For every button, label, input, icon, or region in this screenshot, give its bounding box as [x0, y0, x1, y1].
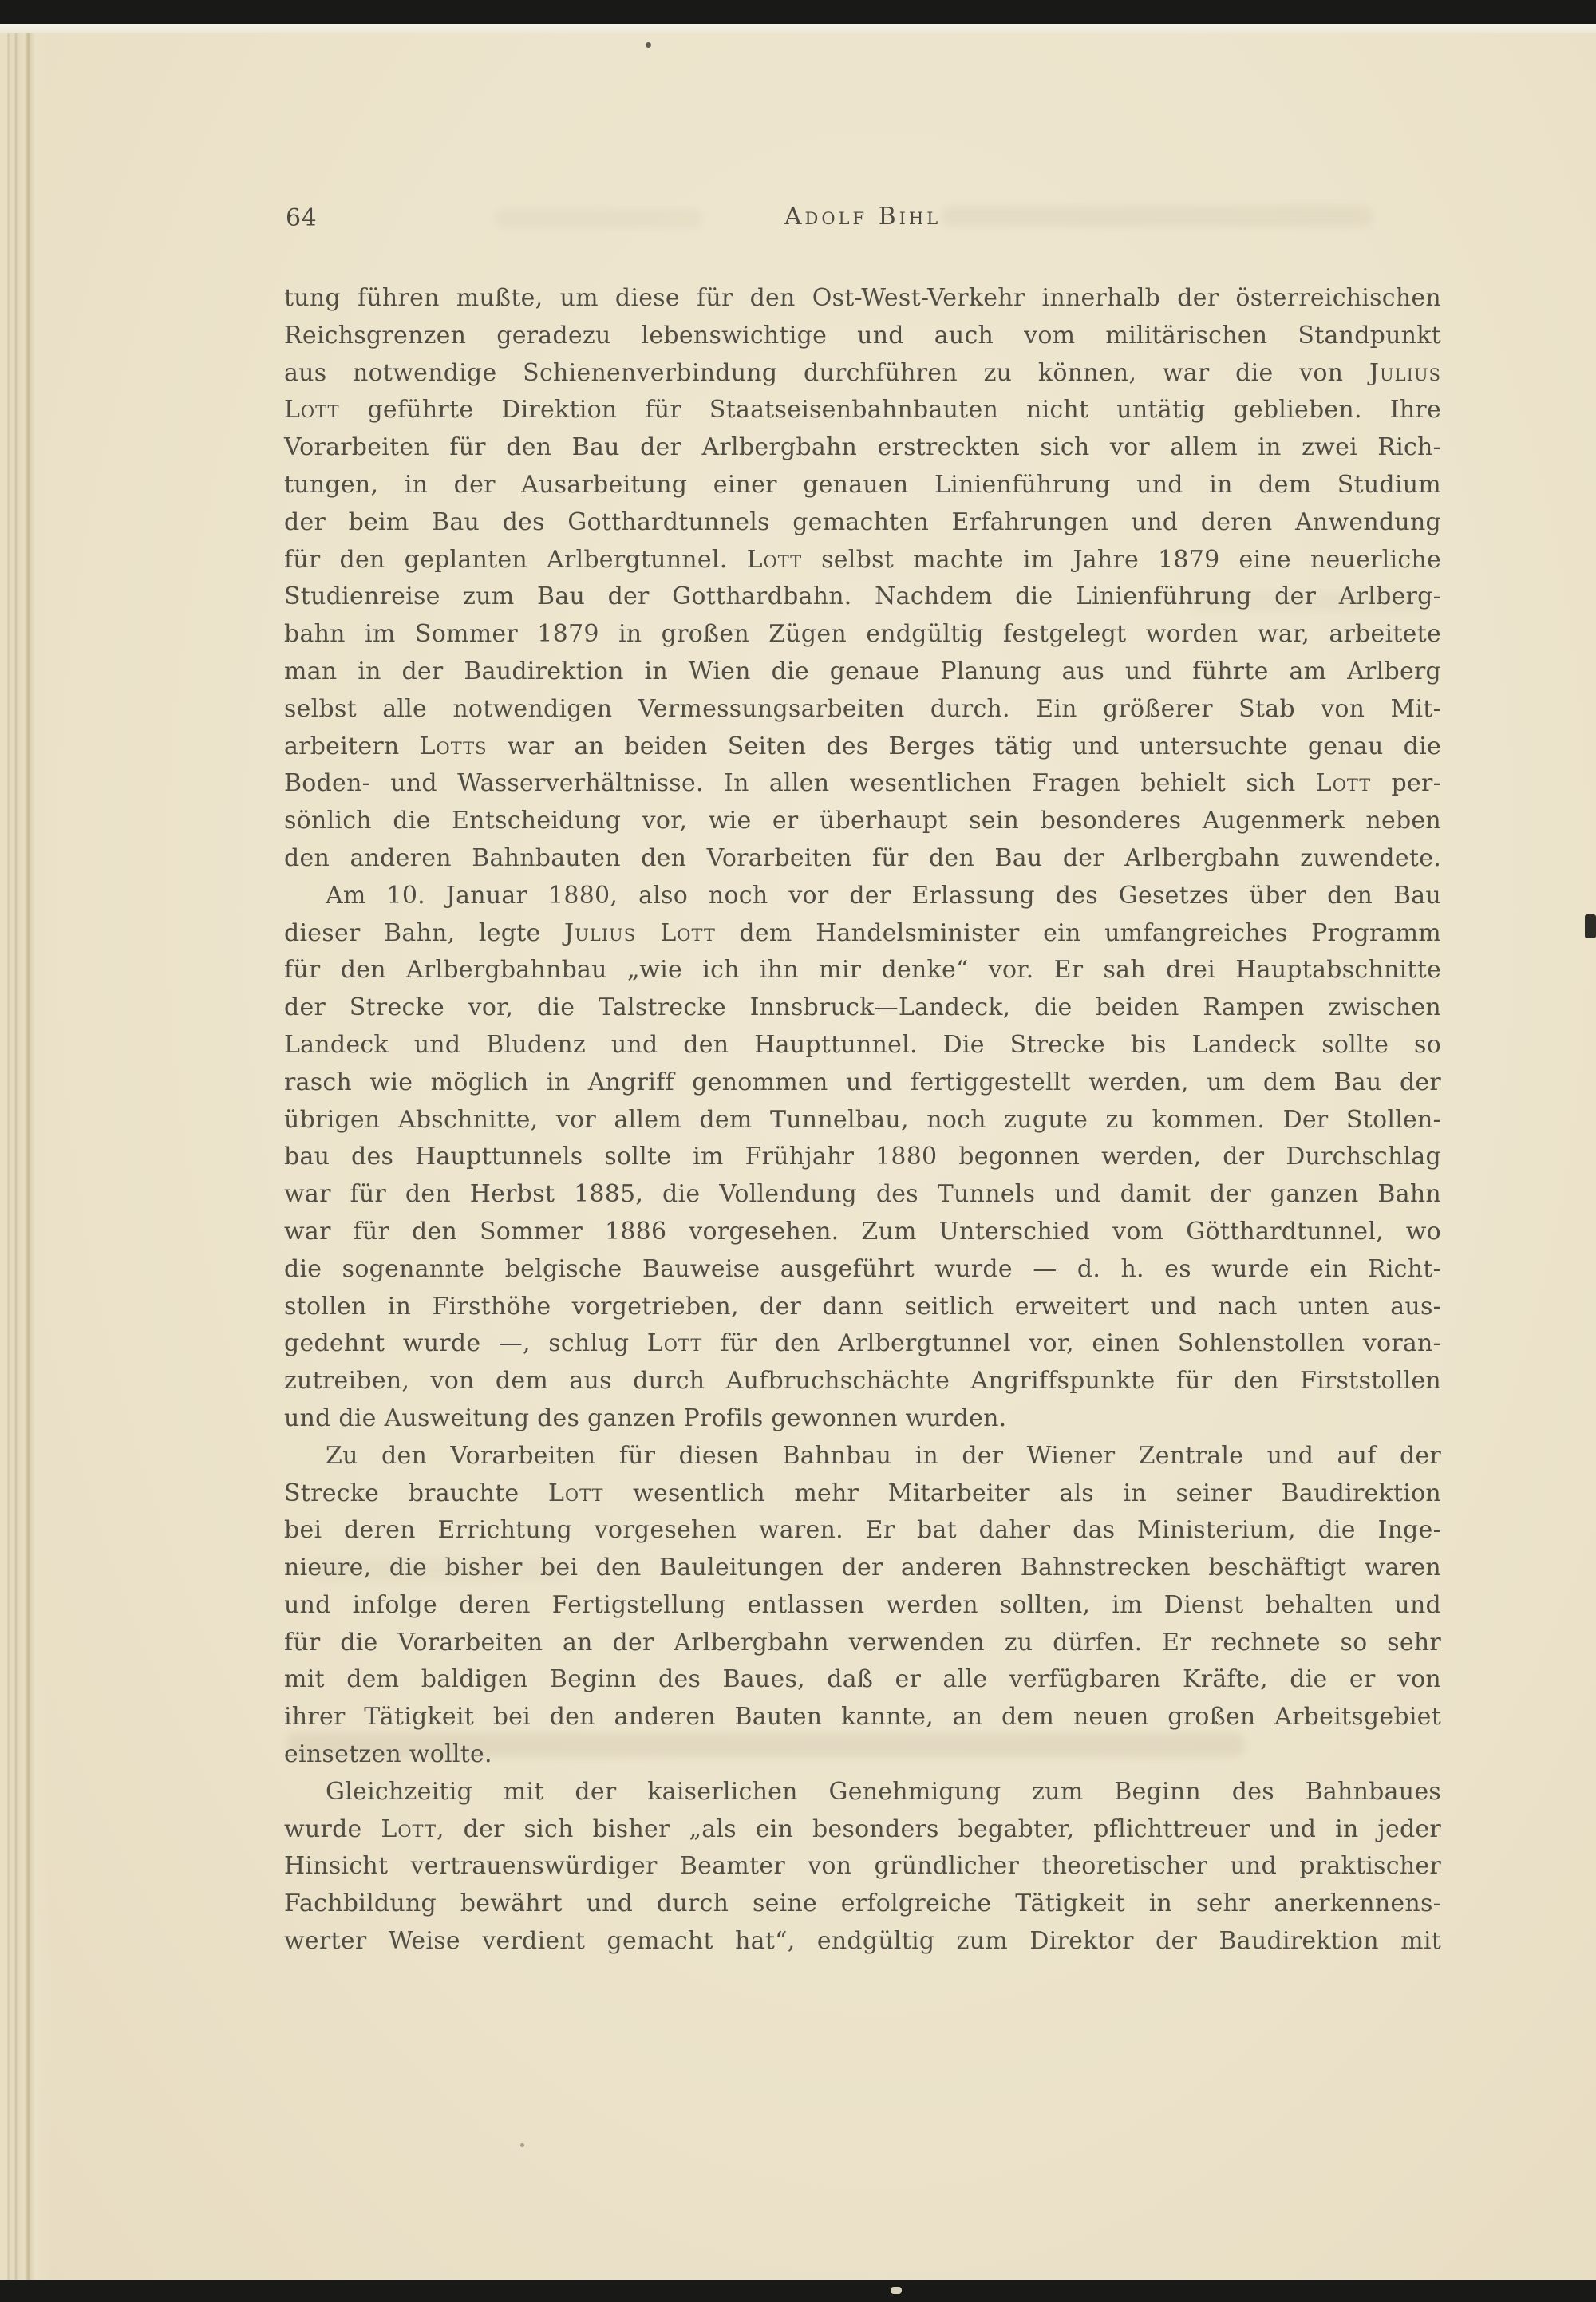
text-segment: mit dem baldigen Beginn des Baues, daß er alle verfügbaren Kräfte, die er von	[284, 1665, 1441, 1694]
text-segment: ihrer Tätigkeit bei den anderen Bauten kannte, an dem neuen großen Arbeitsgebiet	[284, 1703, 1441, 1731]
text-line	[284, 1512, 1441, 1550]
person-name-smallcaps: Julius	[1369, 358, 1441, 387]
text-line	[284, 1325, 1441, 1363]
scanner-edge-strip	[0, 24, 1596, 33]
text-segment: nieure, die bisher bei den Bauleitungen der anderen Bahnstrecken beschäftigt waren	[284, 1554, 1441, 1582]
text-segment: bau des Haupttunnels sollte im Frühjahr 1880 begonnen werden, der Durchschlag	[284, 1143, 1441, 1171]
text-segment: bei deren Errichtung vorgesehen waren. Er bat daher das Ministerium, die Inge-	[284, 1516, 1441, 1545]
text-line	[284, 355, 1441, 393]
text-line	[284, 542, 1441, 579]
text-segment: den anderen Bahnbauten den Vorarbeiten für den Bau der Arlbergbahn zuwendete.	[284, 843, 1441, 872]
text-line	[284, 1550, 1441, 1587]
text-line	[284, 1811, 1441, 1849]
text-segment: Am 10. Januar 1880, also noch vor der Erlassung des Gesetzes über den Bau	[326, 881, 1441, 910]
text-line	[284, 318, 1441, 355]
text-segment: Fachbildung bewährt und durch seine erfolgreiche Tätigkeit in sehr anerkennens-	[284, 1889, 1441, 1918]
text-segment: rasch wie möglich in Angriff genommen und fertiggestellt werden, um dem Bau der	[284, 1068, 1441, 1096]
text-segment: Strecke brauchte	[284, 1479, 548, 1507]
person-name-smallcaps: Lott	[284, 396, 340, 424]
person-name-smallcaps: Lott	[381, 1814, 437, 1843]
scan-edge-speck	[891, 2287, 902, 2294]
text-line	[284, 504, 1441, 542]
text-line	[284, 616, 1441, 653]
text-segment: Vorarbeiten für den Bau der Arlbergbahn erstreckten sich vor allem in zwei Rich-	[284, 433, 1441, 462]
text-segment: tung führen mußte, um diese für den Ost-West-Verkehr innerhalb der österreichischen	[284, 284, 1441, 312]
text-segment: zutreiben, von dem aus durch Aufbruchschächte Angriffspunkte für den Firststollen	[284, 1367, 1441, 1396]
text-segment: wurde	[284, 1814, 381, 1843]
text-segment: wesentlich mehr Mitarbeiter als in seiner Baudirektion	[603, 1479, 1441, 1507]
ink-speck	[646, 42, 651, 48]
text-segment: Landeck und Bludenz und den Haupttunnel. Die Strecke bis Landeck sollte so	[284, 1030, 1441, 1059]
text-segment: gedehnt wurde —, schlug	[284, 1329, 647, 1358]
text-segment: Hinsicht vertrauenswürdiger Beamter von gründlicher theoretischer und praktischer	[284, 1852, 1441, 1881]
text-segment: Gleichzeitig mit der kaiserlichen Genehmigung zum Beginn des Bahnbaues	[326, 1777, 1441, 1806]
text-segment: einsetzen wollte.	[284, 1740, 492, 1769]
person-name-smallcaps: Lott	[1315, 769, 1372, 798]
text-line	[284, 1251, 1441, 1289]
page-stack-edges	[0, 33, 51, 2280]
text-line	[284, 952, 1441, 989]
scan-edge-mark	[1585, 914, 1596, 938]
text-segment: Boden- und Wasserverhältnisse. In allen wesentlichen Fragen behielt sich	[284, 769, 1316, 798]
text-line	[284, 1176, 1441, 1214]
text-segment: für den geplanten Arlbergtunnel.	[284, 545, 747, 574]
ink-speck	[520, 2143, 524, 2147]
text-segment: der beim Bau des Gotthardtunnels gemachten Erfahrungen und deren Anwendung	[284, 507, 1441, 536]
text-line	[284, 1587, 1441, 1625]
text-line	[284, 1699, 1441, 1736]
text-segment: arbeitern	[284, 732, 420, 760]
text-segment: die sogenannte belgische Bauweise ausgeführt wurde — d. h. es wurde ein Richt-	[284, 1254, 1441, 1283]
text-line	[284, 1438, 1441, 1475]
text-line	[284, 1289, 1441, 1326]
text-line	[284, 1363, 1441, 1400]
text-line	[284, 989, 1441, 1027]
body-text	[284, 280, 1441, 1960]
text-segment: bahn im Sommer 1879 in großen Zügen endgültig festgelegt worden war, arbeitete	[284, 620, 1441, 649]
text-line	[284, 1102, 1441, 1139]
person-name-smallcaps: Lotts	[419, 732, 488, 760]
text-segment: für die Vorarbeiten an der Arlbergbahn verwenden zu dürfen. Er rechnete so sehr	[284, 1628, 1441, 1656]
text-line	[284, 1736, 1441, 1774]
text-line	[284, 840, 1441, 878]
text-line	[284, 1400, 1441, 1438]
text-segment: für den Arlbergtunnel vor, einen Sohlenstollen voran-	[702, 1329, 1441, 1358]
text-line	[284, 1027, 1441, 1064]
text-segment: Studienreise zum Bau der Gotthardbahn. Nachdem die Linienführung der Arlberg-	[284, 582, 1441, 611]
text-segment: war für den Herbst 1885, die Vollendung des Tunnels und damit der ganzen Bahn	[284, 1180, 1441, 1209]
text-segment: selbst alle notwendigen Vermessungsarbeiten durch. Ein größerer Stab von Mit-	[284, 694, 1441, 723]
text-segment: , der sich bisher „als ein besonders begabter, pflichttreuer und in jeder	[436, 1814, 1441, 1843]
text-line	[284, 1139, 1441, 1176]
text-segment: tungen, in der Ausarbeitung einer genauen Linienführung und in dem Studium	[284, 470, 1441, 499]
text-segment: werter Weise verdient gemacht hat“, endgültig zum Direktor der Baudirektion mit	[284, 1927, 1441, 1956]
text-segment: sönlich die Entscheidung vor, wie er überhaupt sein besonderes Augenmerk neben	[284, 807, 1441, 835]
text-segment: Reichsgrenzen geradezu lebenswichtige und auch vom militärischen Standpunkt	[284, 321, 1441, 349]
text-segment: für den Arlbergbahnbau „wie ich ihn mir denke“ vor. Er sah drei Hauptabschnitte	[284, 956, 1441, 985]
text-line	[284, 467, 1441, 504]
text-line	[284, 392, 1441, 429]
text-segment: dieser Bahn, legte	[284, 918, 565, 947]
text-line	[284, 691, 1441, 729]
text-line	[284, 1885, 1441, 1923]
text-line	[284, 1475, 1441, 1513]
text-segment: per-	[1371, 769, 1441, 798]
text-segment: dem Handelsminister ein umfangreiches Programm	[715, 918, 1441, 947]
text-segment: stollen in Firsthöhe vorgetrieben, der dann seitlich erweitert und nach unten aus-	[284, 1292, 1441, 1321]
text-line	[284, 1923, 1441, 1960]
text-segment: geführte Direktion für Staatseisenbahnbauten nicht untätig geblieben. Ihre	[339, 396, 1441, 424]
person-name-smallcaps: Lott	[547, 1479, 604, 1507]
text-line	[284, 429, 1441, 467]
person-name-smallcaps: Lott	[646, 1329, 703, 1358]
text-segment: und infolge deren Fertigstellung entlassen werden sollten, im Dienst behalten und	[284, 1590, 1441, 1619]
text-segment: Zu den Vorarbeiten für diesen Bahnbau in der Wiener Zentrale und auf der	[326, 1441, 1441, 1470]
text-line	[284, 915, 1441, 953]
person-name-smallcaps: Julius Lott	[564, 918, 716, 947]
text-segment: man in der Baudirektion in Wien die genaue Planung aus und führte am Arlberg	[284, 657, 1441, 685]
text-line	[284, 1848, 1441, 1885]
page-number: 64	[286, 204, 318, 232]
text-segment: übrigen Abschnitte, vor allem dem Tunnelbau, noch zugute zu kommen. Der Stollen-	[284, 1105, 1441, 1134]
text-line	[284, 1774, 1441, 1811]
text-line	[284, 803, 1441, 840]
text-line	[284, 653, 1441, 691]
text-segment: der Strecke vor, die Talstrecke Innsbruck—Landeck, die beiden Rampen zwischen	[284, 993, 1441, 1022]
text-line	[284, 1214, 1441, 1251]
text-line	[284, 1661, 1441, 1699]
text-line	[284, 1625, 1441, 1662]
text-line	[284, 280, 1441, 318]
text-segment: und die Ausweitung des ganzen Profils gewonnen wurden.	[284, 1404, 1007, 1432]
person-name-smallcaps: Lott	[746, 545, 803, 574]
text-line	[284, 765, 1441, 803]
text-line	[284, 729, 1441, 766]
text-segment: aus notwendige Schienenverbindung durchführen zu können, war die von	[284, 358, 1369, 387]
running-header: Adolf Bihl	[784, 203, 942, 231]
text-line	[284, 1064, 1441, 1102]
text-segment: war an beiden Seiten des Berges tätig und untersuchte genau die	[487, 732, 1441, 760]
text-line	[284, 578, 1441, 616]
text-line	[284, 878, 1441, 915]
text-segment: selbst machte im Jahre 1879 eine neuerliche	[802, 545, 1441, 574]
text-segment: war für den Sommer 1886 vorgesehen. Zum Unterschied vom Götthardtunnel, wo	[284, 1217, 1441, 1246]
